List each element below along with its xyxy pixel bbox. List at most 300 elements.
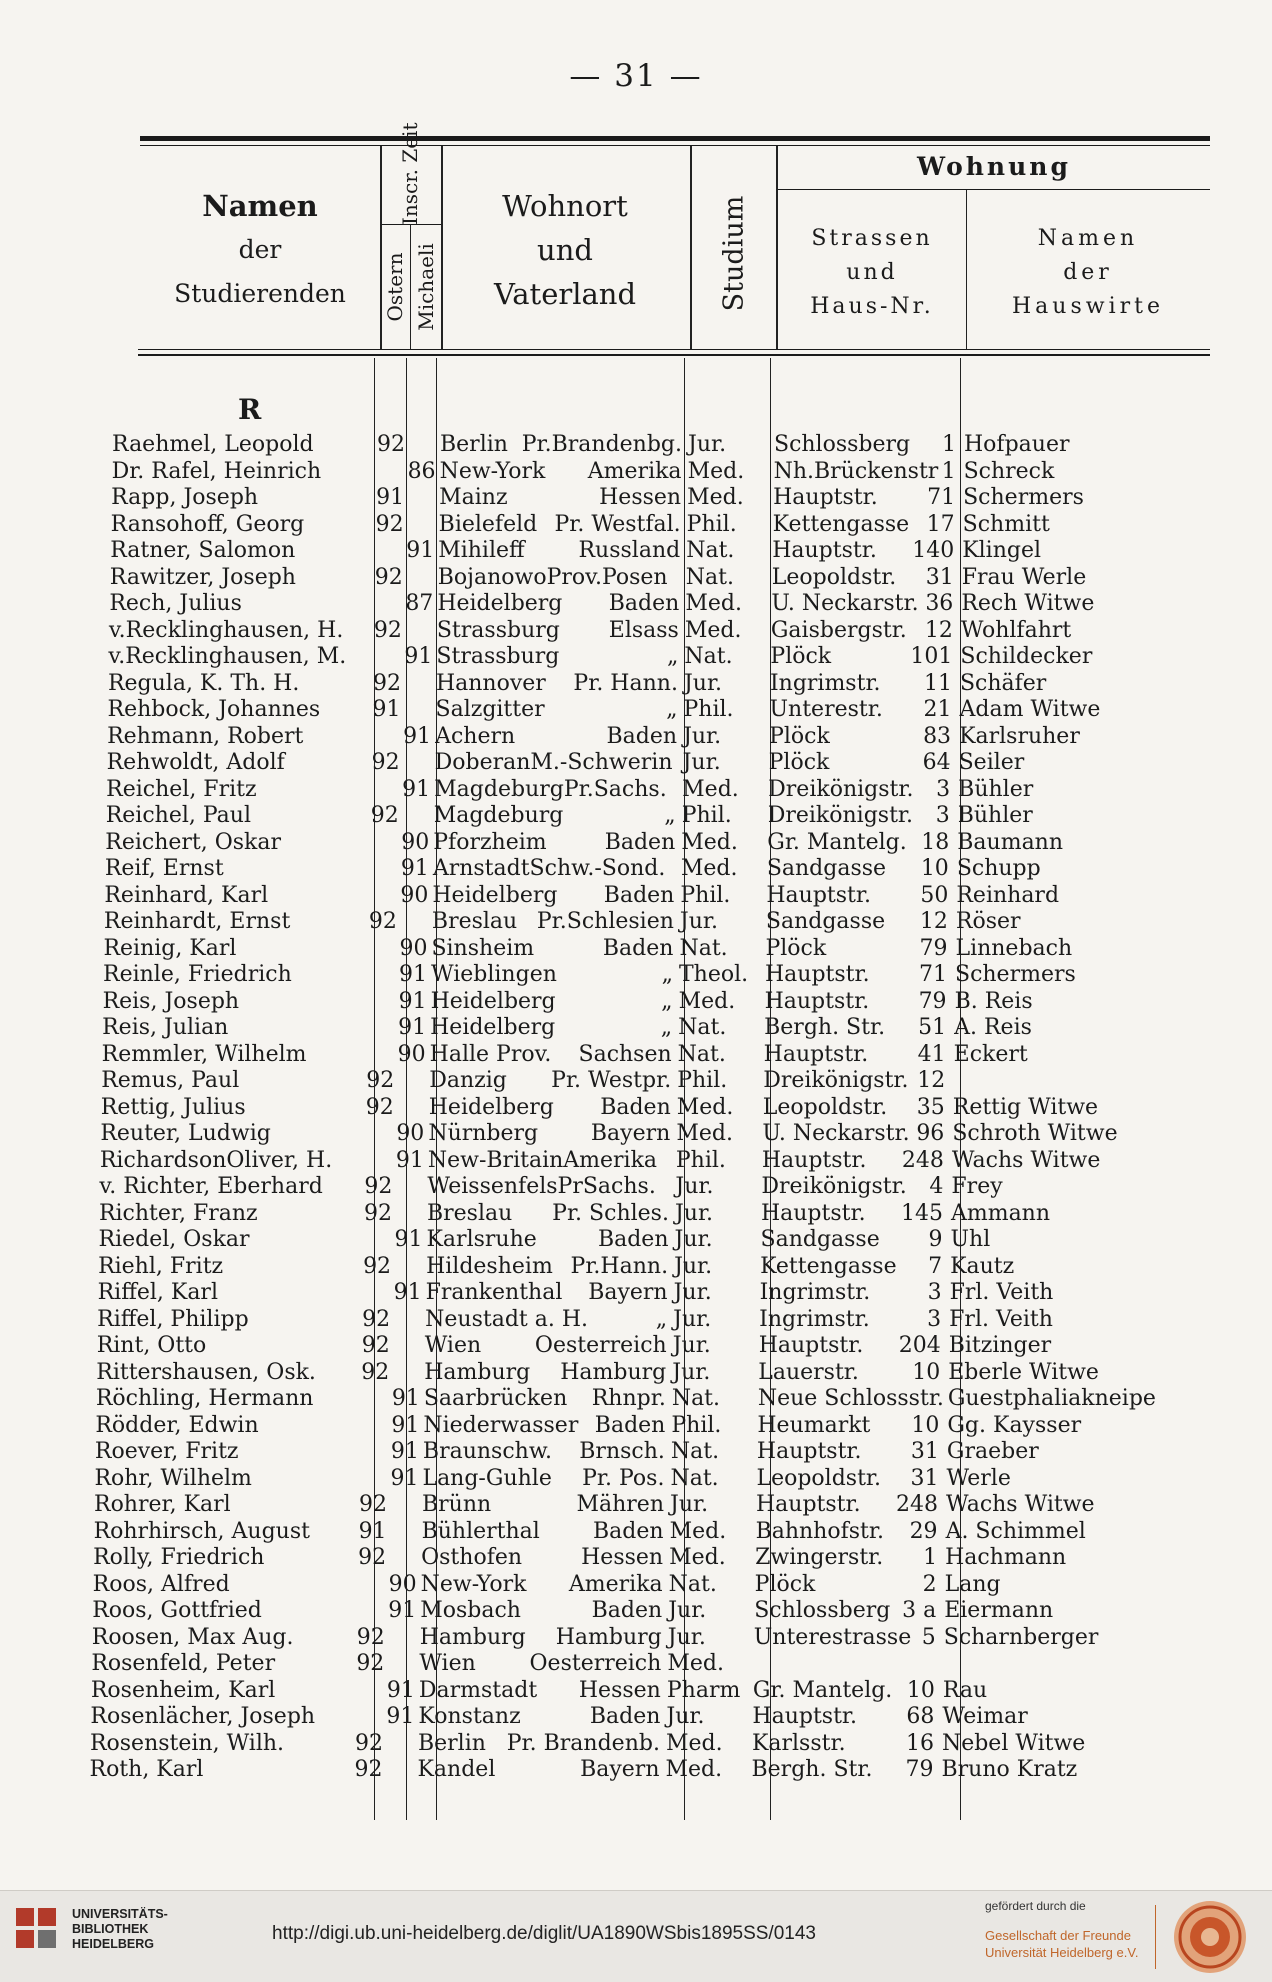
cell-ost: 92 bbox=[366, 1068, 395, 1093]
cell-name: Rettig, Julius bbox=[100, 1094, 246, 1120]
cell-ort: New-BritainAmerika bbox=[427, 1147, 658, 1173]
cell-mich: 91 bbox=[386, 1677, 415, 1703]
header-top-rule bbox=[140, 136, 1210, 141]
cell-mich: 91 bbox=[399, 962, 427, 987]
cell-name: Regula, K. Th. H. bbox=[107, 670, 300, 696]
cell-name: Rehwoldt, Adolf bbox=[106, 750, 285, 775]
cell-nr: 4 bbox=[929, 1174, 944, 1199]
cell-ost: 92 bbox=[354, 1757, 383, 1782]
cell-wirt: Rech Witwe bbox=[961, 591, 1095, 616]
cell-mich: 91 bbox=[388, 1598, 417, 1623]
table-row bbox=[0, 1466, 1202, 1492]
cell-land: Baden bbox=[606, 723, 678, 749]
column-header-namen bbox=[140, 184, 380, 316]
table-row bbox=[0, 1254, 1206, 1280]
cell-ort: Hamburg bbox=[419, 1624, 526, 1650]
cell-stud: Jur. bbox=[668, 1598, 707, 1623]
cell-stud: Med. bbox=[681, 829, 738, 855]
cell-ort: Bühlerthal bbox=[421, 1518, 540, 1544]
cell-str: Dreikönigstr. bbox=[768, 776, 914, 802]
sponsor-line: Universität Heidelberg e.V. bbox=[985, 1945, 1139, 1960]
cell-mich: 91 bbox=[404, 644, 433, 669]
table-row bbox=[0, 856, 1213, 882]
cell-name: Reichert, Oskar bbox=[105, 829, 282, 855]
column-header-strassen bbox=[778, 222, 966, 324]
cell-ort: Berlin bbox=[440, 432, 508, 457]
table-row bbox=[0, 1757, 1198, 1783]
cell-name: Reis, Julian bbox=[102, 1015, 229, 1040]
cell-ort: Bielefeld bbox=[438, 511, 538, 537]
cell-land: Hamburg bbox=[560, 1359, 667, 1385]
cell-wirt: Eckert bbox=[953, 1041, 1028, 1067]
cell-wirt: A. Schimmel bbox=[945, 1518, 1086, 1544]
cell-wirt: Eiermann bbox=[944, 1598, 1054, 1623]
table-row bbox=[0, 883, 1212, 909]
wohnung-rule bbox=[778, 189, 1210, 190]
document-url[interactable]: http://digi.ub.uni-heidelberg.de/diglit/UA1890WSbis1895SS/0143 bbox=[272, 1923, 816, 1944]
cell-ost: 92 bbox=[371, 750, 400, 775]
cell-name: Riedel, Oskar bbox=[98, 1227, 250, 1252]
cell-ort: ArnstadtSchw.-Sond. bbox=[432, 856, 666, 881]
cell-str: Nh.Brückenstr bbox=[773, 458, 939, 484]
table-row bbox=[0, 1121, 1208, 1147]
cell-str: Neue Schlossstr. bbox=[757, 1386, 944, 1411]
cell-land: Oesterreich bbox=[534, 1333, 667, 1358]
cell-stud: Jur. bbox=[674, 1227, 713, 1252]
cell-wirt: Schermers bbox=[955, 962, 1076, 987]
cell-ort: Heidelberg bbox=[430, 988, 556, 1014]
cell-str: Plöck bbox=[768, 750, 830, 775]
cell-wirt: Rau bbox=[942, 1677, 988, 1703]
cell-ort: Danzig bbox=[429, 1068, 507, 1093]
cell-stud: Med. bbox=[687, 485, 744, 510]
cell-land: Rhnpr. bbox=[591, 1386, 666, 1411]
cell-ost: 92 bbox=[377, 432, 405, 457]
cell-str: Sandgasse bbox=[765, 909, 886, 934]
cell-land: Pr. Hann. bbox=[573, 670, 678, 696]
cell-land: „ bbox=[661, 988, 673, 1014]
cell-name: Rapp, Joseph bbox=[111, 485, 259, 510]
cell-stud: Nat. bbox=[679, 935, 728, 961]
cell-ort: Lang-Guhle bbox=[422, 1465, 552, 1491]
cell-land: Baden bbox=[597, 1227, 669, 1252]
cell-wirt: Kautz bbox=[950, 1253, 1015, 1279]
sponsor-label: gefördert durch die bbox=[985, 1899, 1086, 1913]
cell-land: Pr.Schlesien bbox=[536, 909, 674, 934]
cell-str: Dreikönigstr. bbox=[761, 1174, 907, 1199]
cell-name: Ransohoff, Georg bbox=[110, 511, 305, 537]
cell-name: Dr. Rafel, Heinrich bbox=[111, 458, 322, 484]
cell-str: Ingrimstr. bbox=[769, 670, 881, 696]
cell-name: RichardsonOliver, H. bbox=[99, 1147, 333, 1173]
cell-str: U. Neckarstr. bbox=[771, 591, 919, 616]
cell-stud: Phil. bbox=[683, 697, 734, 722]
cell-str: Heumarkt bbox=[757, 1412, 871, 1438]
cell-str: Plöck bbox=[765, 935, 827, 961]
cell-name: Rödder, Edwin bbox=[95, 1412, 259, 1438]
cell-mich: 91 bbox=[395, 1147, 424, 1173]
table-row bbox=[0, 1068, 1209, 1094]
cell-name: Rawitzer, Joseph bbox=[109, 564, 296, 590]
cell-stud: Med. bbox=[687, 458, 745, 484]
cell-str: Leopoldstr. bbox=[756, 1465, 881, 1491]
cell-stud: Jur. bbox=[673, 1280, 712, 1305]
cell-mich: 91 bbox=[391, 1412, 420, 1438]
cell-nr: 50 bbox=[920, 882, 949, 908]
cell-str: Hauptstr. bbox=[766, 882, 871, 908]
table-row bbox=[0, 750, 1215, 776]
cell-wirt: Schupp bbox=[956, 856, 1041, 881]
header-line: und bbox=[846, 260, 898, 285]
cell-ort: Niederwasser bbox=[423, 1412, 579, 1438]
cell-ort: Neustadt a. H. bbox=[425, 1306, 589, 1332]
cell-nr: 16 bbox=[905, 1730, 934, 1756]
header-line: Hauswirte bbox=[1011, 294, 1164, 319]
table-row bbox=[0, 1201, 1207, 1227]
cell-stud: Jur. bbox=[679, 909, 718, 934]
cell-nr: 140 bbox=[912, 538, 955, 563]
sponsor-name bbox=[985, 1927, 1138, 1961]
cell-mich: 86 bbox=[407, 458, 436, 484]
cell-ort: Karlsruhe bbox=[426, 1227, 537, 1252]
column-header-studium: Studium bbox=[718, 195, 750, 312]
cell-stud: Nat. bbox=[685, 564, 734, 590]
cell-land: Hessen bbox=[599, 485, 682, 510]
cell-wirt: Hofpauer bbox=[964, 432, 1070, 457]
cell-wirt: Wohlfahrt bbox=[960, 617, 1072, 643]
cell-wirt: Bühler bbox=[957, 803, 1033, 828]
cell-stud: Med. bbox=[676, 1121, 733, 1146]
cell-nr: 79 bbox=[905, 1757, 934, 1782]
cell-ost: 92 bbox=[362, 1306, 391, 1332]
section-letter: R bbox=[238, 393, 262, 426]
cell-mich: 91 bbox=[386, 1704, 415, 1729]
cell-mich: 91 bbox=[398, 988, 427, 1014]
cell-str: Hauptstr. bbox=[773, 485, 878, 510]
cell-wirt: Bühler bbox=[958, 776, 1034, 802]
cell-str: Sandgasse bbox=[766, 856, 887, 881]
cell-nr: 51 bbox=[918, 1015, 947, 1040]
cell-nr: 1 bbox=[941, 458, 956, 484]
cell-land: Bayern bbox=[590, 1121, 671, 1146]
cell-ort: Brünn bbox=[422, 1492, 492, 1517]
cell-ort: Mosbach bbox=[420, 1598, 521, 1623]
cell-str: Leopoldstr. bbox=[771, 564, 897, 590]
cell-land: Amerika bbox=[587, 458, 682, 484]
cell-mich: 90 bbox=[399, 935, 428, 961]
cell-ort: Breslau bbox=[426, 1200, 513, 1226]
table-row bbox=[0, 1227, 1207, 1253]
cell-nr: 29 bbox=[909, 1518, 938, 1544]
cell-str: Hauptstr. bbox=[752, 1704, 858, 1729]
table-row bbox=[0, 830, 1213, 856]
cell-ort: Wien bbox=[419, 1651, 476, 1676]
cell-stud: Med. bbox=[680, 856, 738, 881]
cell-nr: 3 bbox=[935, 803, 950, 828]
column-header-ostern: Ostern bbox=[383, 252, 407, 322]
table-row bbox=[0, 1015, 1210, 1041]
cell-stud: Nat. bbox=[686, 538, 735, 563]
header-divider bbox=[690, 146, 692, 349]
cell-str: Schlossberg bbox=[774, 432, 911, 457]
cell-land: „ bbox=[664, 803, 676, 828]
cell-name: Reichel, Paul bbox=[105, 803, 251, 828]
cell-ost: 92 bbox=[363, 1253, 392, 1279]
cell-ort: Osthofen bbox=[421, 1545, 523, 1570]
cell-wirt: Scharnberger bbox=[943, 1624, 1099, 1650]
cell-stud: Jur. bbox=[674, 1200, 714, 1226]
cell-name: Remmler, Wilhelm bbox=[101, 1041, 307, 1067]
cell-nr: 41 bbox=[917, 1041, 946, 1067]
cell-name: Riehl, Fritz bbox=[98, 1253, 224, 1279]
cell-ost: 91 bbox=[372, 697, 401, 722]
cell-stud: Phil. bbox=[677, 1068, 728, 1093]
cell-stud: Med. bbox=[669, 1518, 727, 1544]
cell-name: Reinle, Friedrich bbox=[103, 962, 292, 987]
cell-nr: 12 bbox=[917, 1068, 946, 1093]
cell-ort: Heidelberg bbox=[432, 882, 558, 908]
header-line: Studierenden bbox=[174, 279, 346, 308]
header-bottom-rule-2 bbox=[138, 354, 1210, 356]
cell-nr: 31 bbox=[910, 1465, 939, 1491]
table-row bbox=[0, 1598, 1200, 1624]
table-row bbox=[0, 803, 1214, 829]
cell-nr: 36 bbox=[925, 591, 954, 616]
table-row bbox=[0, 1148, 1208, 1174]
cell-str: Zwingerstr. bbox=[755, 1545, 884, 1570]
cell-ort: Salzgitter bbox=[435, 697, 545, 722]
table-row bbox=[0, 459, 1220, 485]
cell-stud: Med. bbox=[669, 1545, 726, 1570]
cell-stud: Jur. bbox=[667, 1624, 706, 1650]
cell-land: Baden bbox=[604, 829, 676, 855]
cell-ost: 91 bbox=[376, 485, 405, 510]
cell-nr: 3 bbox=[927, 1306, 942, 1332]
cell-wirt: Schildecker bbox=[960, 644, 1093, 669]
cell-name: Rolly, Friedrich bbox=[93, 1545, 265, 1570]
table-row bbox=[0, 644, 1216, 670]
cell-stud: Nat. bbox=[677, 1041, 726, 1067]
cell-wirt: Frau Werle bbox=[961, 564, 1087, 590]
cell-ort: Saarbrücken bbox=[423, 1386, 568, 1411]
cell-nr: 7 bbox=[928, 1253, 943, 1279]
cell-stud: Nat. bbox=[668, 1571, 717, 1597]
cell-str: Gr. Mantelg. bbox=[752, 1677, 893, 1703]
table-row bbox=[0, 724, 1215, 750]
page-number: — 31 — bbox=[569, 58, 703, 94]
column-header-wohnung: Wohnung bbox=[917, 152, 1071, 181]
cell-nr: 12 bbox=[924, 617, 953, 643]
table-row bbox=[0, 565, 1218, 591]
cell-stud: Med. bbox=[676, 1094, 734, 1120]
cell-ost: 92 bbox=[365, 1094, 394, 1120]
header-line: und bbox=[537, 233, 593, 267]
cell-land: „ bbox=[655, 1306, 668, 1332]
cell-wirt: Ammann bbox=[950, 1200, 1051, 1226]
cell-ort: Strassburg bbox=[436, 644, 560, 669]
cell-nr: 3 bbox=[936, 776, 951, 802]
cell-stud: Phil. bbox=[686, 511, 737, 537]
table-row bbox=[0, 1572, 1201, 1598]
cell-name: Roosen, Max Aug. bbox=[91, 1624, 294, 1650]
cell-wirt: Weimar bbox=[942, 1704, 1028, 1729]
cell-ost: 92 bbox=[364, 1174, 393, 1199]
cell-nr: 35 bbox=[916, 1094, 945, 1120]
cell-land: „ bbox=[666, 697, 678, 722]
cell-stud: Med. bbox=[665, 1730, 723, 1756]
cell-stud: Med. bbox=[667, 1651, 724, 1676]
cell-mich: 90 bbox=[401, 829, 430, 855]
cell-ort: Mainz bbox=[439, 485, 508, 510]
cell-ost: 92 bbox=[354, 1730, 383, 1756]
cell-nr: 64 bbox=[922, 750, 951, 775]
cell-wirt: Nebel Witwe bbox=[941, 1730, 1086, 1756]
cell-nr: 204 bbox=[898, 1333, 941, 1358]
cell-nr: 71 bbox=[919, 962, 947, 987]
cell-stud: Phil. bbox=[680, 882, 731, 908]
cell-ost: 92 bbox=[356, 1651, 385, 1676]
cell-str: Hauptstr. bbox=[758, 1333, 864, 1358]
cell-ost: 92 bbox=[372, 670, 401, 696]
cell-nr: 10 bbox=[912, 1359, 941, 1385]
cell-str: Kettengasse bbox=[760, 1253, 897, 1279]
cell-ort: Hamburg bbox=[424, 1359, 531, 1385]
table-row bbox=[0, 962, 1211, 988]
table-row bbox=[0, 1678, 1199, 1704]
cell-stud: Theol. bbox=[679, 962, 749, 987]
cell-ort: Braunschw. bbox=[422, 1439, 553, 1464]
cell-land: Baden bbox=[603, 882, 675, 908]
cell-land: Hessen bbox=[581, 1545, 664, 1570]
cell-str: Bahnhofstr. bbox=[755, 1518, 884, 1544]
cell-wirt: Eberle Witwe bbox=[948, 1359, 1099, 1385]
cell-ost: 92 bbox=[359, 1492, 387, 1517]
cell-stud: Jur. bbox=[682, 750, 721, 775]
cell-nr: 1 bbox=[923, 1545, 938, 1570]
cell-ort: BojanowoProv.Posen bbox=[437, 564, 668, 590]
cell-land: Bayern bbox=[580, 1757, 660, 1782]
cell-nr: 248 bbox=[896, 1492, 938, 1517]
cell-stud: Nat. bbox=[670, 1439, 720, 1464]
table-row bbox=[0, 697, 1216, 723]
table-row bbox=[0, 989, 1211, 1015]
table-row bbox=[0, 909, 1212, 935]
cell-wirt: Röser bbox=[955, 909, 1021, 934]
cell-name: Rint, Otto bbox=[96, 1333, 207, 1358]
header-line: Namen bbox=[1037, 226, 1139, 251]
cell-ort: Konstanz bbox=[418, 1704, 521, 1729]
cell-str: Ingrimstr. bbox=[759, 1306, 870, 1332]
cell-land: „ bbox=[667, 644, 679, 669]
cell-nr: 31 bbox=[925, 564, 954, 590]
cell-ort: Wien bbox=[424, 1333, 482, 1358]
table-row bbox=[0, 1333, 1205, 1359]
cell-wirt: Frl. Veith bbox=[949, 1306, 1053, 1332]
cell-nr: 10 bbox=[906, 1677, 935, 1703]
cell-ort: Hildesheim bbox=[426, 1253, 553, 1279]
cell-nr: 11 bbox=[923, 670, 952, 696]
cell-nr: 96 bbox=[916, 1121, 945, 1146]
library-line: UNIVERSITÄTS- bbox=[72, 1907, 168, 1921]
cell-wirt: Wachs Witwe bbox=[951, 1147, 1101, 1173]
cell-mich: 91 bbox=[391, 1386, 420, 1411]
cell-ort: Magdeburg bbox=[433, 803, 564, 828]
cell-name: Reif, Ernst bbox=[104, 856, 224, 881]
cell-name: v. Richter, Eberhard bbox=[99, 1174, 323, 1199]
cell-str: Plöck bbox=[769, 723, 830, 749]
cell-ort: Sinsheim bbox=[431, 935, 535, 961]
cell-str: Karlsstr. bbox=[751, 1730, 846, 1756]
cell-stud: Med. bbox=[665, 1757, 723, 1782]
cell-stud: Phil. bbox=[681, 803, 732, 828]
cell-nr: 1 bbox=[942, 432, 956, 457]
cell-name: Roos, Alfred bbox=[92, 1571, 230, 1597]
cell-name: Rosenlächer, Joseph bbox=[90, 1704, 316, 1729]
header-line: Strassen bbox=[811, 226, 933, 251]
cell-ost: 92 bbox=[356, 1624, 385, 1650]
cell-ost: 92 bbox=[373, 617, 402, 643]
cell-stud: Jur. bbox=[688, 432, 727, 457]
cell-stud: Jur. bbox=[674, 1253, 713, 1279]
cell-nr: 17 bbox=[926, 511, 955, 537]
table-row bbox=[0, 485, 1219, 511]
cell-nr: 5 bbox=[921, 1624, 936, 1650]
cell-mich: 90 bbox=[388, 1571, 417, 1597]
cell-land: Pr.Hann. bbox=[570, 1253, 669, 1279]
cell-ost: 92 bbox=[363, 1200, 392, 1226]
cell-ort: Heidelberg bbox=[428, 1094, 554, 1120]
cell-ort: Frankenthal bbox=[425, 1280, 563, 1305]
header-line: Namen bbox=[202, 189, 318, 223]
cell-ort: MagdeburgPr.Sachs. bbox=[434, 776, 667, 802]
cell-land: „ bbox=[660, 1015, 673, 1040]
cell-wirt: Uhl bbox=[950, 1227, 991, 1252]
cell-name: Reichel, Fritz bbox=[106, 776, 257, 802]
cell-stud: Med. bbox=[678, 988, 736, 1014]
cell-nr: 9 bbox=[928, 1227, 943, 1252]
cell-str: Sandgasse bbox=[760, 1227, 880, 1252]
cell-name: Roth, Karl bbox=[89, 1757, 204, 1782]
cell-name: Rosenstein, Wilh. bbox=[89, 1730, 285, 1756]
cell-land: Pr. Westpr. bbox=[551, 1068, 672, 1093]
cell-land: Brnsch. bbox=[579, 1439, 665, 1464]
header-line: Haus-Nr. bbox=[810, 294, 934, 319]
cell-name: Rehmann, Robert bbox=[107, 723, 304, 749]
cell-str: Kettengasse bbox=[772, 511, 910, 537]
cell-str: Gaisbergstr. bbox=[770, 617, 907, 643]
table-row bbox=[0, 1042, 1210, 1068]
table-row bbox=[0, 1545, 1201, 1571]
cell-wirt: Frl. Veith bbox=[949, 1280, 1054, 1305]
cell-ost: 91 bbox=[358, 1518, 387, 1544]
cell-mich: 91 bbox=[406, 538, 435, 563]
cell-name: Rosenfeld, Peter bbox=[91, 1651, 276, 1676]
table-row bbox=[0, 1731, 1198, 1757]
cell-land: Hessen bbox=[578, 1677, 661, 1703]
cell-name: Rittershausen, Osk. bbox=[96, 1359, 316, 1385]
cell-wirt: Graeber bbox=[946, 1439, 1039, 1464]
cell-land: Oesterreich bbox=[529, 1651, 662, 1676]
cell-ost: 92 bbox=[368, 909, 397, 934]
cell-ost: 92 bbox=[361, 1333, 390, 1358]
cell-str: Hauptstr. bbox=[772, 538, 877, 563]
table-row bbox=[0, 777, 1214, 803]
cell-ort: New-York bbox=[420, 1571, 527, 1597]
cell-stud: Jur. bbox=[683, 670, 723, 696]
cell-nr: 71 bbox=[927, 485, 956, 510]
table-row bbox=[0, 1307, 1205, 1333]
cell-str: Hauptstr. bbox=[765, 962, 870, 987]
